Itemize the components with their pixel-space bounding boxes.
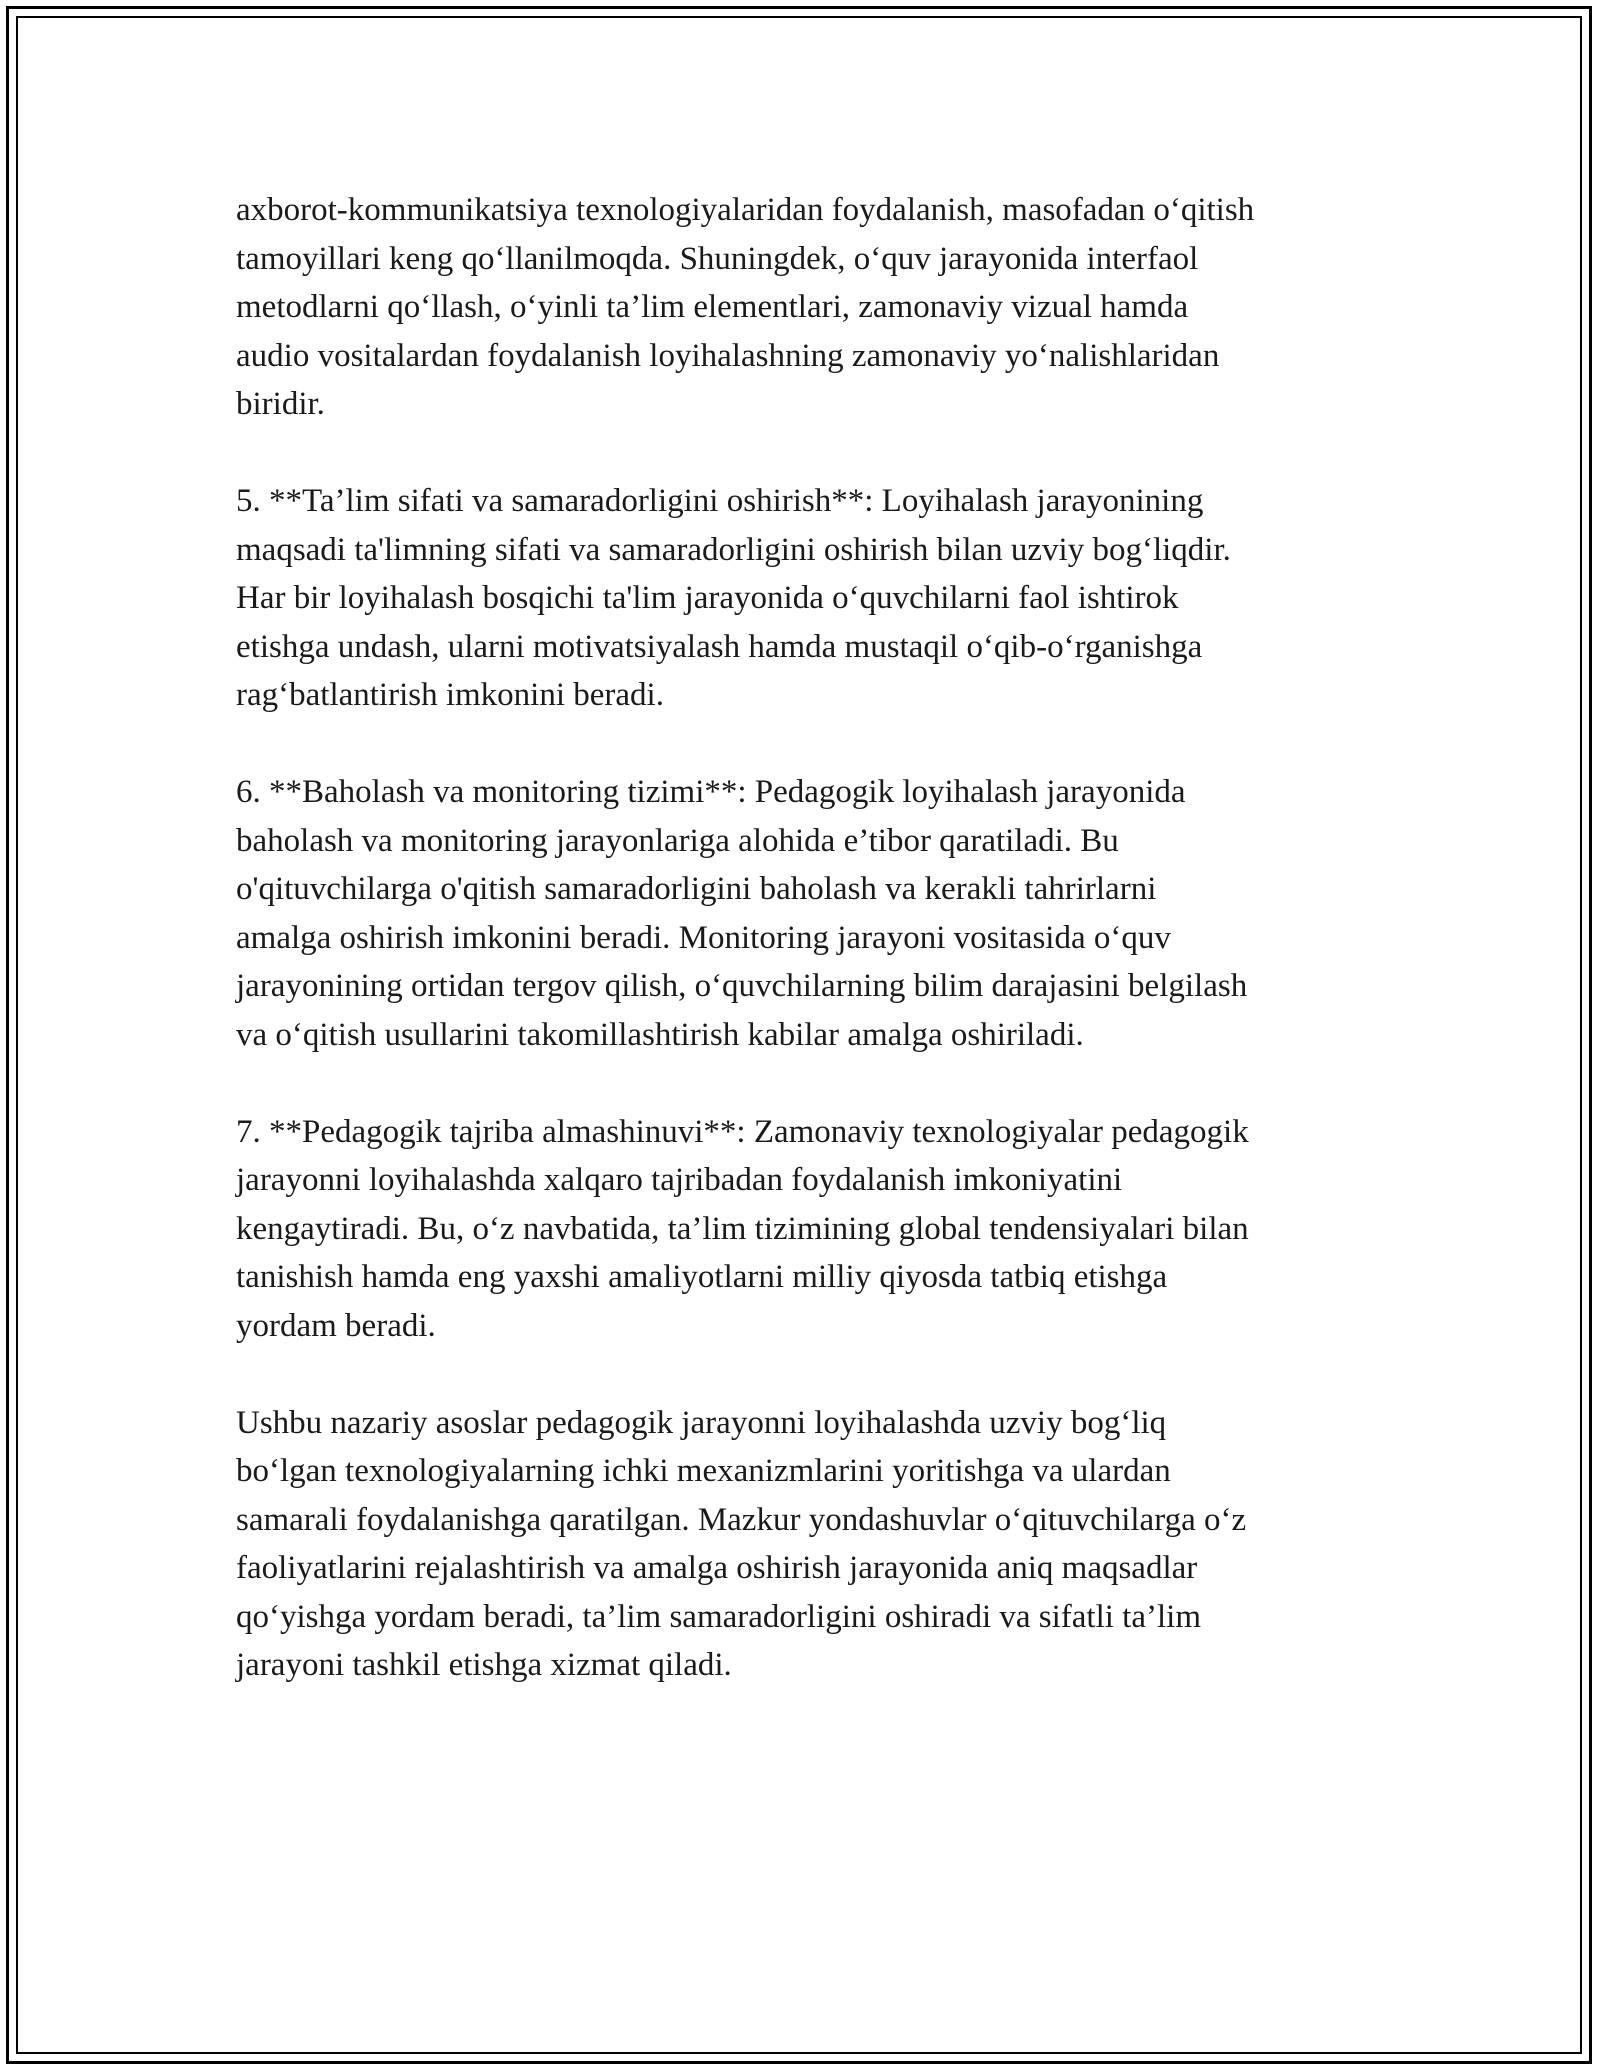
text-line: jarayonni loyihalashda xalqaro tajribadan foydalanish imkoniyatini <box>236 1162 1123 1198</box>
text-line: jarayoni tashkil etishga xizmat qiladi. <box>236 1647 732 1683</box>
paragraph-intro-continuation <box>236 186 1426 429</box>
text-line: yordam beradi. <box>236 1307 436 1344</box>
text-line: o'qituvchilarga o'qitish samaradorligini baholash va kerakli tahrirlarni <box>236 871 1157 907</box>
text-line: jarayonining ortidan tergov qilish, o‘quvchilarning bilim darajasini belgilash <box>236 968 1248 1004</box>
text-line: tamoyillari keng qo‘llanilmoqda. Shuningdek, o‘quv jarayonida interfaol <box>236 240 1199 277</box>
paragraph-conclusion <box>236 1399 1426 1690</box>
text-line: Har bir loyihalash bosqichi ta'lim jarayonida o‘quvchilarni faol ishtirok <box>236 580 1179 616</box>
paragraph-item-7 <box>236 1108 1426 1351</box>
text-line: baholash va monitoring jarayonlariga alohida e’tibor qaratiladi. Bu <box>236 822 1119 859</box>
paragraph-item-6 <box>236 768 1426 1059</box>
text-line: va o‘qitish usullarini takomillashtirish kabilar amalga oshiriladi. <box>236 1016 1084 1053</box>
text-line: bo‘lgan texnologiyalarning ichki mexanizmlarini yoritishga va ulardan <box>236 1453 1171 1489</box>
text-line: metodlarni qo‘llash, o‘yinli ta’lim elementlari, zamonaviy vizual hamda <box>236 289 1189 325</box>
document-body <box>236 186 1426 1738</box>
text-line: 7. **Pedagogik tajriba almashinuvi**: Zamonaviy texnologiyalar pedagogik <box>236 1113 1249 1150</box>
text-line: 6. **Baholash va monitoring tizimi**: Pedagogik loyihalash jarayonida <box>236 774 1186 810</box>
text-line: maqsadi ta'limning sifati va samaradorligini oshirish bilan uzviy bog‘liqdir. <box>236 531 1231 568</box>
text-line: samarali foydalanishga qaratilgan. Mazkur yondashuvlar o‘qituvchilarga o‘z <box>236 1501 1247 1538</box>
text-line: audio vositalardan foydalanish loyihalashning zamonaviy yo‘nalishlaridan <box>236 337 1220 374</box>
text-line: qo‘yishga yordam beradi, ta’lim samaradorligini oshiradi va sifatli ta’lim <box>236 1598 1201 1635</box>
text-line: amalga oshirish imkonini beradi. Monitoring jarayoni vositasida o‘quv <box>236 919 1171 956</box>
text-line: tanishish hamda eng yaxshi amaliyotlarni milliy qiyosda tatbiq etishga <box>236 1259 1168 1295</box>
text-line: 5. **Ta’lim sifati va samaradorligini oshirish**: Loyihalash jarayonining <box>236 483 1204 519</box>
paragraph-item-5 <box>236 477 1426 720</box>
text-line: biridir. <box>236 386 325 422</box>
text-line: etishga undash, ularni motivatsiyalash hamda mustaqil o‘qib-o‘rganishga <box>236 628 1203 665</box>
text-line: axborot-kommunikatsiya texnologiyalaridan foydalanish, masofadan o‘qitish <box>236 192 1255 228</box>
text-line: rag‘batlantirish imkonini beradi. <box>236 677 664 713</box>
text-line: kengaytiradi. Bu, o‘z navbatida, ta’lim tizimining global tendensiyalari bilan <box>236 1210 1249 1247</box>
text-line: Ushbu nazariy asoslar pedagogik jarayonni loyihalashda uzviy bog‘liq <box>236 1404 1167 1441</box>
text-line: faoliyatlarini rejalashtirish va amalga oshirish jarayonida aniq maqsadlar <box>236 1550 1198 1586</box>
